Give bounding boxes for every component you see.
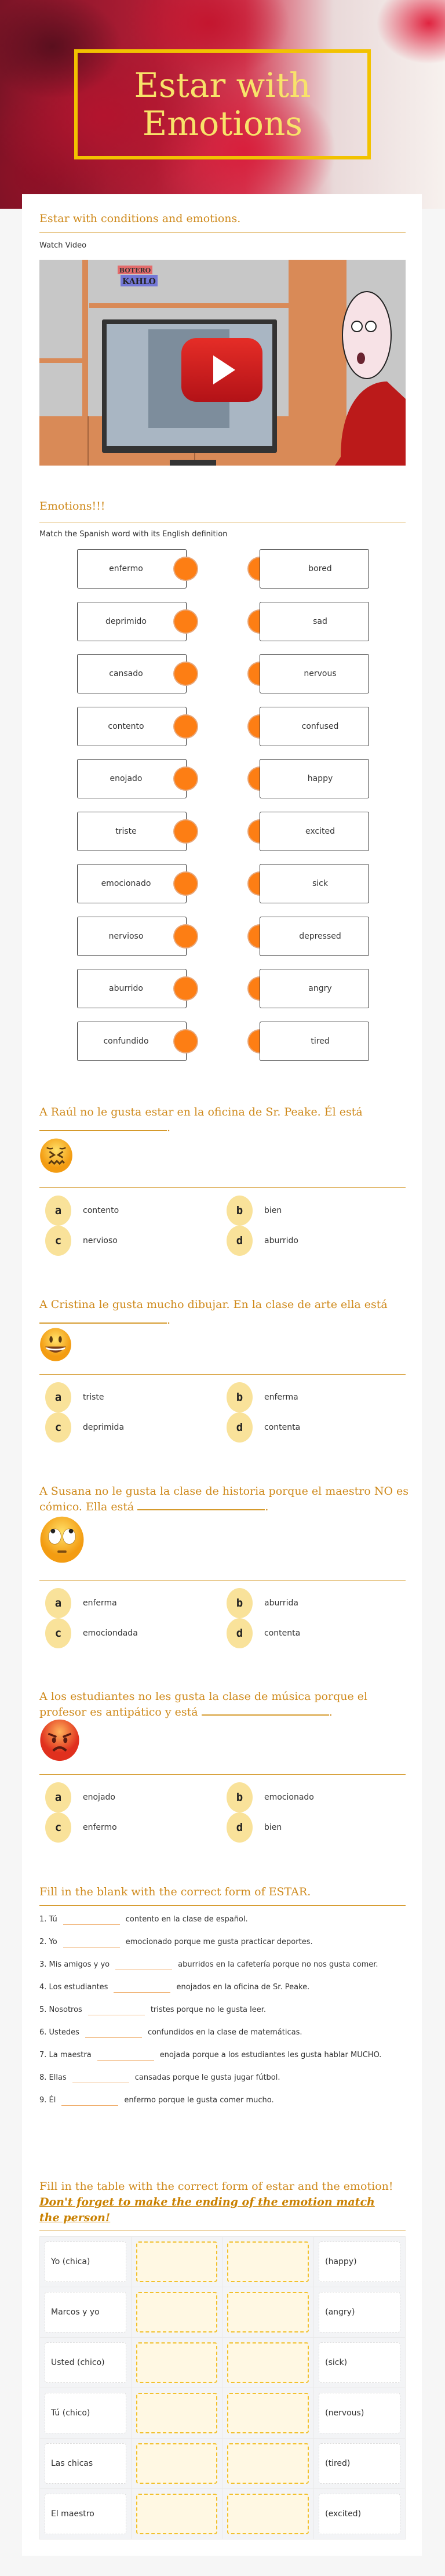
divider (39, 1774, 406, 1775)
fill-item-prefix: 1. Tú (39, 1915, 57, 1924)
option-letter-badge: a (45, 1782, 71, 1812)
divider (39, 1374, 406, 1375)
option-text: nervioso (83, 1236, 118, 1245)
question-end: . (329, 1706, 333, 1718)
option-text: aburrida (264, 1598, 298, 1608)
match-right-item[interactable] (260, 812, 369, 851)
match-right-label: tired (311, 1036, 330, 1046)
fill-item-suffix: enojados en la oficina de Sr. Peake. (176, 1983, 310, 1992)
match-right-item[interactable] (260, 969, 369, 1008)
emotion-drop-zone[interactable] (227, 2393, 309, 2433)
match-left-label: cansado (109, 669, 143, 678)
fill-item (39, 1980, 406, 1995)
confounded-face-icon (39, 1138, 73, 1176)
fill-table (39, 2236, 406, 2539)
match-left-item[interactable] (77, 864, 187, 903)
divider (39, 1905, 406, 1906)
fill-blank-input[interactable] (85, 2029, 142, 2038)
emotion-hint-cell: (tired) (319, 2443, 400, 2484)
estar-drop-zone[interactable] (136, 2494, 218, 2534)
option-text: deprimida (83, 1423, 125, 1432)
match-row (77, 707, 378, 746)
match-row (77, 549, 378, 588)
estar-drop-zone[interactable] (136, 2292, 218, 2332)
match-left-label: confundido (103, 1036, 149, 1046)
answer-option[interactable] (227, 1226, 298, 1256)
match-right-label: excited (305, 826, 335, 836)
fill-item-suffix: enojada porque a los estudiantes les gusta hablar MUCHO. (159, 2051, 382, 2059)
option-letter-badge: c (45, 1812, 71, 1843)
answer-option[interactable] (45, 1196, 119, 1226)
question-text: A los estudiantes no les gusta la clase de música porque el profesor es antipático y está (39, 1690, 368, 1718)
subject-cell: Usted (chico) (45, 2342, 126, 2383)
book-label: KAHLO (122, 277, 156, 286)
answer-blank (137, 1500, 265, 1510)
match-left-item[interactable] (77, 602, 187, 641)
option-letter-badge: b (227, 1588, 253, 1618)
title-box (74, 49, 371, 159)
match-row (77, 602, 378, 641)
subject-cell: Las chicas (45, 2443, 126, 2484)
answer-blank (39, 1313, 167, 1324)
emotion-hint-cell: (nervous) (319, 2393, 400, 2433)
match-left-connector[interactable] (173, 1029, 198, 1053)
option-text: aburrido (264, 1236, 298, 1245)
match-left-label: enojado (110, 774, 143, 783)
estar-drop-zone[interactable] (136, 2241, 218, 2282)
option-text: emocionado (264, 1793, 314, 1802)
option-letter-badge: d (227, 1618, 253, 1648)
fill-blank-input[interactable] (72, 2074, 129, 2083)
option-text: enfermo (83, 1823, 117, 1832)
match-row (77, 812, 378, 851)
divider (39, 1187, 406, 1188)
match-left-label: nervioso (108, 931, 144, 941)
book-label: BOTERO (119, 267, 151, 274)
fill-item (39, 2093, 406, 2108)
emotion-hint-cell: (angry) (319, 2292, 400, 2332)
table-row (40, 2237, 406, 2287)
match-left-connector[interactable] (173, 766, 198, 791)
divider (39, 232, 406, 233)
option-letter-badge: b (227, 1196, 253, 1226)
subject-cell: El maestro (45, 2494, 126, 2534)
answer-option[interactable] (227, 1412, 300, 1443)
emotion-drop-zone[interactable] (227, 2241, 309, 2282)
match-left-item[interactable] (77, 917, 187, 956)
table-row (40, 2287, 406, 2338)
option-letter-badge: a (45, 1382, 71, 1412)
match-right-item[interactable] (260, 654, 369, 693)
answer-option[interactable] (45, 1618, 138, 1648)
grinning-face-icon (39, 1328, 72, 1364)
match-left-connector[interactable] (173, 557, 198, 581)
answer-option[interactable] (227, 1782, 314, 1812)
match-left-connector[interactable] (173, 662, 198, 686)
option-text: bien (264, 1823, 282, 1832)
match-left-connector[interactable] (173, 609, 198, 634)
fill-item (39, 1957, 406, 1972)
match-right-item[interactable] (260, 759, 369, 798)
match-row (77, 917, 378, 956)
question-prompt (39, 1104, 410, 1136)
fill-item (39, 2070, 406, 2085)
fill-item-suffix: confundidos en la clase de matemáticas. (147, 2028, 302, 2037)
option-letter-badge: c (45, 1412, 71, 1443)
match-right-item[interactable] (260, 1022, 369, 1061)
video-player[interactable] (39, 260, 406, 466)
table-row (40, 2489, 406, 2539)
section-heading-fill: Fill in the blank with the correct form of ESTAR. (39, 1885, 311, 1898)
play-triangle-icon (213, 355, 235, 384)
section-heading-matching: Emotions!!! (39, 500, 105, 513)
answer-option[interactable] (227, 1382, 298, 1412)
emotion-drop-zone[interactable] (227, 2342, 309, 2383)
fill-blank-input[interactable] (63, 1916, 120, 1925)
page-title: Estar with Emotions (134, 66, 311, 143)
match-left-label: aburrido (109, 984, 143, 993)
fill-item-prefix: 4. Los estudiantes (39, 1983, 108, 1992)
match-row (77, 1022, 378, 1061)
option-letter-badge: b (227, 1382, 253, 1412)
answer-option[interactable] (45, 1226, 118, 1256)
fill-item-suffix: enfermo porque le gusta comer mucho. (124, 2096, 274, 2105)
answer-option[interactable] (45, 1382, 104, 1412)
subject-cell: Tú (chico) (45, 2393, 126, 2433)
fill-item-prefix: 7. La maestra (39, 2051, 92, 2059)
fill-item (39, 2048, 406, 2063)
fill-item-suffix: tristes porque no le gusta leer. (150, 2005, 267, 2014)
question-text: A Cristina le gusta mucho dibujar. En la clase de arte ella está (39, 1298, 388, 1311)
question-prompt (39, 1689, 410, 1720)
match-right-label: happy (307, 774, 333, 783)
answer-option[interactable] (227, 1588, 298, 1618)
fill-blank-input[interactable] (63, 1938, 120, 1948)
match-right-label: sad (313, 616, 327, 626)
fill-item-suffix: contento en la clase de español. (125, 1915, 248, 1924)
table-row (40, 2388, 406, 2439)
hero-banner (0, 0, 445, 209)
subject-cell: Yo (chica) (45, 2241, 126, 2282)
option-text: bien (264, 1206, 282, 1215)
fill-item-prefix: 8. Ellas (39, 2073, 67, 2082)
question-end: . (265, 1500, 269, 1513)
option-text: enojado (83, 1793, 115, 1802)
match-left-item[interactable] (77, 1022, 187, 1061)
question-text: A Raúl no le gusta estar en la oficina de Sr. Peake. Él está (39, 1106, 363, 1118)
match-left-item[interactable] (77, 759, 187, 798)
question-end: . (167, 1314, 171, 1327)
fill-blank-input[interactable] (114, 1983, 170, 1993)
table-heading-emphasis: Don't forget to make the ending of the emotion match the person! (39, 2196, 375, 2224)
match-left-item[interactable] (77, 969, 187, 1008)
emotion-drop-zone[interactable] (227, 2494, 309, 2534)
fill-item-prefix: 5. Nosotros (39, 2005, 82, 2014)
fill-item-suffix: aburridos en la cafetería porque no nos gusta comer. (178, 1960, 378, 1969)
option-text: enferma (83, 1598, 117, 1608)
fill-blank-input[interactable] (115, 1961, 172, 1970)
option-letter-badge: d (227, 1412, 253, 1443)
table-row (40, 2338, 406, 2388)
match-left-connector[interactable] (173, 819, 198, 844)
table-heading-text: Fill in the table with the correct form of estar and the emotion! (39, 2180, 393, 2193)
subject-cell: Marcos y yo (45, 2292, 126, 2332)
option-text: triste (83, 1393, 104, 1402)
fill-item (39, 2025, 406, 2040)
option-text: contenta (264, 1629, 301, 1638)
estar-drop-zone[interactable] (136, 2393, 218, 2433)
option-letter-badge: c (45, 1618, 71, 1648)
option-text: contento (83, 1206, 119, 1215)
match-left-label: deprimido (105, 616, 147, 626)
matching-instruction: Match the Spanish word with its English definition (39, 530, 228, 539)
fill-blank-input[interactable] (88, 2006, 145, 2015)
match-row (77, 654, 378, 693)
fill-item-prefix: 9. Él (39, 2096, 56, 2105)
question-end: . (167, 1121, 171, 1134)
angry-face-icon (39, 1719, 80, 1764)
divider (39, 1580, 406, 1581)
option-letter-badge: a (45, 1196, 71, 1226)
match-right-label: bored (308, 564, 332, 573)
watch-video-label: Watch Video (39, 241, 87, 250)
option-letter-badge: c (45, 1226, 71, 1256)
fill-item (39, 1912, 406, 1927)
fill-item-suffix: emocionado porque me gusta practicar deportes. (125, 1938, 313, 1946)
match-row (77, 759, 378, 798)
table-row (40, 2439, 406, 2489)
match-right-item[interactable] (260, 917, 369, 956)
emotion-drop-zone[interactable] (227, 2443, 309, 2484)
fill-item-prefix: 3. Mis amigos y yo (39, 1960, 110, 1969)
option-letter-badge: a (45, 1588, 71, 1618)
match-left-item[interactable] (77, 812, 187, 851)
match-left-connector[interactable] (173, 714, 198, 739)
answer-blank (202, 1705, 329, 1716)
fill-item (39, 1935, 406, 1950)
question-prompt (39, 1297, 410, 1328)
match-right-label: nervous (304, 669, 337, 678)
match-left-connector[interactable] (173, 924, 198, 949)
section-heading-table (39, 2179, 399, 2226)
match-right-label: depressed (299, 931, 341, 941)
answer-option[interactable] (45, 1588, 117, 1618)
option-letter-badge: d (227, 1226, 253, 1256)
answer-option[interactable] (227, 1196, 282, 1226)
option-text: enferma (264, 1393, 298, 1402)
option-letter-badge: d (227, 1812, 253, 1843)
option-text: emociondada (83, 1629, 138, 1638)
match-right-item[interactable] (260, 864, 369, 903)
match-left-item[interactable] (77, 707, 187, 746)
match-right-item[interactable] (260, 549, 369, 588)
emotion-drop-zone[interactable] (227, 2292, 309, 2332)
fill-blank-input[interactable] (61, 2097, 118, 2106)
answer-option[interactable] (45, 1412, 124, 1443)
question-prompt (39, 1484, 410, 1515)
youtube-play-icon[interactable] (181, 338, 262, 402)
estar-drop-zone[interactable] (136, 2443, 218, 2484)
match-left-label: contento (108, 721, 144, 731)
answer-blank (39, 1121, 167, 1131)
match-left-item[interactable] (77, 549, 187, 588)
match-left-connector[interactable] (173, 871, 198, 896)
fill-in-list (39, 1912, 406, 2116)
question-text: A Susana no le gusta la clase de historia porque el maestro NO es cómico. Ella está (39, 1485, 409, 1513)
match-left-item[interactable] (77, 654, 187, 693)
emotion-hint-cell: (happy) (319, 2241, 400, 2282)
option-text: contenta (264, 1423, 301, 1432)
fill-item-prefix: 6. Ustedes (39, 2028, 79, 2037)
emotion-hint-cell: (excited) (319, 2494, 400, 2534)
fill-item (39, 2003, 406, 2018)
match-left-connector[interactable] (173, 976, 198, 1001)
eye-roll-face-icon (39, 1516, 85, 1566)
match-right-label: confused (301, 721, 339, 731)
option-letter-badge: b (227, 1782, 253, 1812)
match-row (77, 969, 378, 1008)
estar-drop-zone[interactable] (136, 2342, 218, 2383)
match-left-label: triste (115, 826, 137, 836)
fill-item-suffix: cansadas porque le gusta jugar fútbol. (134, 2073, 280, 2082)
section-heading-video: Estar with conditions and emotions. (39, 212, 241, 225)
answer-option[interactable] (227, 1812, 282, 1843)
answer-option[interactable] (45, 1812, 117, 1843)
match-right-item[interactable] (260, 602, 369, 641)
match-left-label: enfermo (109, 564, 143, 573)
fill-item-prefix: 2. Yo (39, 1938, 57, 1946)
match-row (77, 864, 378, 903)
match-right-label: sick (312, 879, 328, 888)
answer-option[interactable] (227, 1618, 300, 1648)
match-left-label: emocionado (101, 879, 151, 888)
answer-option[interactable] (45, 1782, 115, 1812)
match-right-item[interactable] (260, 707, 369, 746)
emotion-hint-cell: (sick) (319, 2342, 400, 2383)
match-right-label: angry (308, 984, 332, 993)
fill-blank-input[interactable] (97, 2051, 154, 2061)
